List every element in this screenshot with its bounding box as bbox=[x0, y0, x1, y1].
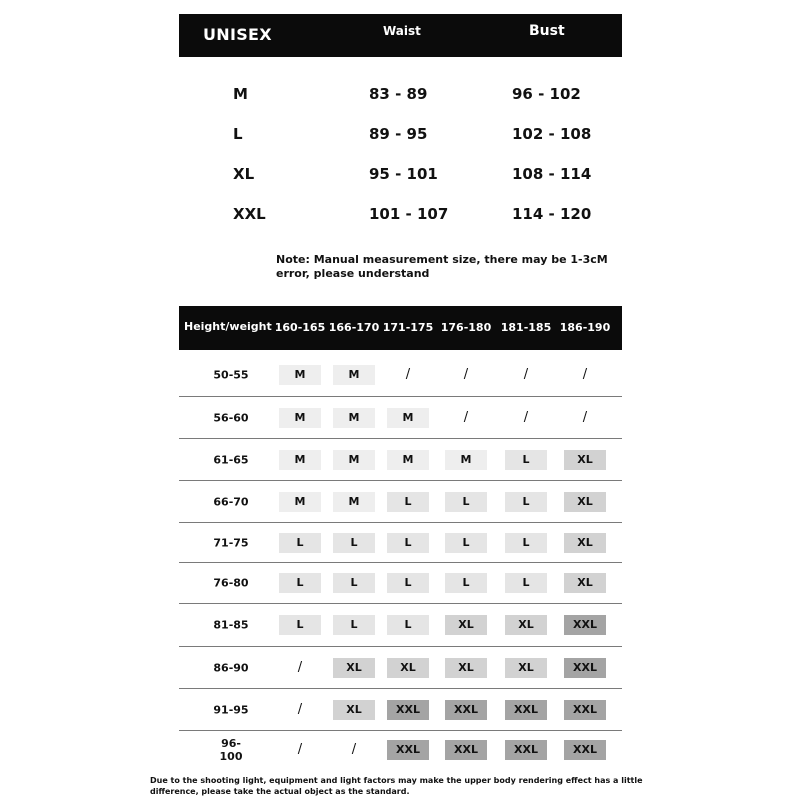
size-cell: L bbox=[445, 533, 487, 553]
waist-value: 95 - 101 bbox=[369, 165, 438, 183]
height-column-header: 166-170 bbox=[328, 321, 380, 334]
size-cell: M bbox=[279, 492, 321, 512]
size-cell: L bbox=[387, 533, 429, 553]
size-cell: XL bbox=[445, 615, 487, 635]
size-cell: L bbox=[333, 533, 375, 553]
size-cell: M bbox=[387, 408, 429, 428]
weight-range-label: 71-75 bbox=[213, 536, 249, 549]
size-cell: XL bbox=[505, 615, 547, 635]
fit-table-row bbox=[179, 523, 622, 563]
size-cell: XXL bbox=[564, 700, 606, 720]
not-available-cell: / bbox=[463, 367, 469, 382]
size-cell: M bbox=[333, 492, 375, 512]
height-column-header: 181-185 bbox=[500, 321, 552, 334]
fit-table-row bbox=[179, 731, 622, 769]
size-table-body bbox=[179, 78, 622, 238]
size-cell: XL bbox=[333, 700, 375, 720]
size-cell: L bbox=[445, 573, 487, 593]
size-cell: XXL bbox=[445, 740, 487, 760]
weight-range-label: 50-55 bbox=[213, 368, 249, 382]
fit-table-row bbox=[179, 481, 622, 523]
height-column-header: 171-175 bbox=[382, 321, 434, 334]
weight-range-label: 81-85 bbox=[213, 618, 249, 632]
weight-range-label: 61-65 bbox=[213, 453, 249, 466]
size-cell: L bbox=[387, 492, 429, 512]
size-row bbox=[179, 198, 622, 238]
size-cell: M bbox=[333, 365, 375, 385]
size-cell: XL bbox=[333, 658, 375, 678]
size-cell: XL bbox=[564, 450, 606, 470]
waist-value: 83 - 89 bbox=[369, 85, 428, 103]
size-cell: XL bbox=[564, 573, 606, 593]
fit-table-row bbox=[179, 354, 622, 397]
not-available-cell: / bbox=[351, 742, 357, 757]
not-available-cell: / bbox=[582, 409, 588, 425]
size-cell: M bbox=[445, 450, 487, 470]
waist-value: 101 - 107 bbox=[369, 205, 449, 223]
measurement-note: Note: Manual measurement size, there may be 1-3cM error, please understand bbox=[276, 253, 608, 280]
size-cell: M bbox=[333, 408, 375, 428]
size-cell: XXL bbox=[505, 700, 547, 720]
size-cell: XL bbox=[564, 533, 606, 553]
size-cell: L bbox=[505, 450, 547, 470]
size-cell: M bbox=[279, 365, 321, 385]
fit-table-row bbox=[179, 563, 622, 604]
size-cell: XXL bbox=[564, 740, 606, 760]
weight-range-label: 96-100 bbox=[219, 737, 243, 763]
size-label: XL bbox=[233, 165, 255, 183]
size-cell: M bbox=[387, 450, 429, 470]
size-row bbox=[179, 158, 622, 198]
size-label: XXL bbox=[233, 205, 266, 223]
not-available-cell: / bbox=[297, 659, 303, 675]
not-available-cell: / bbox=[523, 409, 529, 425]
size-cell: L bbox=[333, 573, 375, 593]
size-cell: L bbox=[505, 492, 547, 512]
size-cell: L bbox=[333, 615, 375, 635]
not-available-cell: / bbox=[297, 742, 303, 757]
size-column-header: UNISEX bbox=[203, 25, 272, 44]
bust-value: 96 - 102 bbox=[512, 85, 581, 103]
height-column-header: 160-165 bbox=[274, 321, 326, 334]
size-cell: XL bbox=[564, 492, 606, 512]
fit-table-header bbox=[179, 306, 622, 350]
size-cell: XL bbox=[387, 658, 429, 678]
not-available-cell: / bbox=[297, 701, 303, 717]
size-cell: M bbox=[333, 450, 375, 470]
waist-column-header: Waist bbox=[383, 24, 421, 38]
size-cell: XL bbox=[505, 658, 547, 678]
size-row bbox=[179, 118, 622, 158]
weight-range-label: 76-80 bbox=[213, 576, 249, 590]
waist-value: 89 - 95 bbox=[369, 125, 428, 143]
size-cell: XXL bbox=[564, 658, 606, 678]
not-available-cell: / bbox=[463, 409, 469, 425]
size-cell: M bbox=[279, 450, 321, 470]
size-cell: L bbox=[387, 615, 429, 635]
fit-table-body bbox=[179, 354, 622, 769]
size-cell: L bbox=[279, 573, 321, 593]
height-weight-corner-label: Height/weight bbox=[184, 320, 272, 333]
fit-table-row bbox=[179, 689, 622, 731]
fit-table-row bbox=[179, 397, 622, 439]
size-cell: L bbox=[445, 492, 487, 512]
size-cell: XXL bbox=[564, 615, 606, 635]
fit-table-row bbox=[179, 604, 622, 647]
size-cell: XXL bbox=[445, 700, 487, 720]
height-column-header: 176-180 bbox=[440, 321, 492, 334]
not-available-cell: / bbox=[405, 367, 411, 382]
fit-table-row bbox=[179, 439, 622, 481]
size-cell: M bbox=[279, 408, 321, 428]
fit-table-row bbox=[179, 647, 622, 689]
weight-range-label: 56-60 bbox=[213, 411, 249, 424]
size-cell: XXL bbox=[387, 700, 429, 720]
bust-value: 102 - 108 bbox=[512, 125, 592, 143]
size-cell: L bbox=[505, 573, 547, 593]
size-cell: XXL bbox=[387, 740, 429, 760]
size-cell: L bbox=[279, 615, 321, 635]
size-cell: L bbox=[505, 533, 547, 553]
weight-range-label: 91-95 bbox=[213, 703, 249, 716]
size-row bbox=[179, 78, 622, 118]
size-cell: XXL bbox=[505, 740, 547, 760]
size-label: M bbox=[233, 85, 248, 103]
size-cell: XL bbox=[445, 658, 487, 678]
bust-value: 114 - 120 bbox=[512, 205, 592, 223]
height-column-header: 186-190 bbox=[559, 321, 611, 334]
bust-column-header: Bust bbox=[529, 23, 565, 39]
bust-value: 108 - 114 bbox=[512, 165, 592, 183]
size-cell: L bbox=[387, 573, 429, 593]
footer-disclaimer: Due to the shooting light, equipment and light factors may make the upper body rendering effect has a little difference, please take the actual object as the standard. bbox=[150, 776, 643, 796]
not-available-cell: / bbox=[582, 367, 588, 382]
size-label: L bbox=[233, 125, 243, 143]
size-table-header bbox=[179, 14, 622, 57]
size-cell: L bbox=[279, 533, 321, 553]
weight-range-label: 66-70 bbox=[213, 495, 249, 508]
weight-range-label: 86-90 bbox=[213, 661, 249, 674]
not-available-cell: / bbox=[523, 367, 529, 382]
